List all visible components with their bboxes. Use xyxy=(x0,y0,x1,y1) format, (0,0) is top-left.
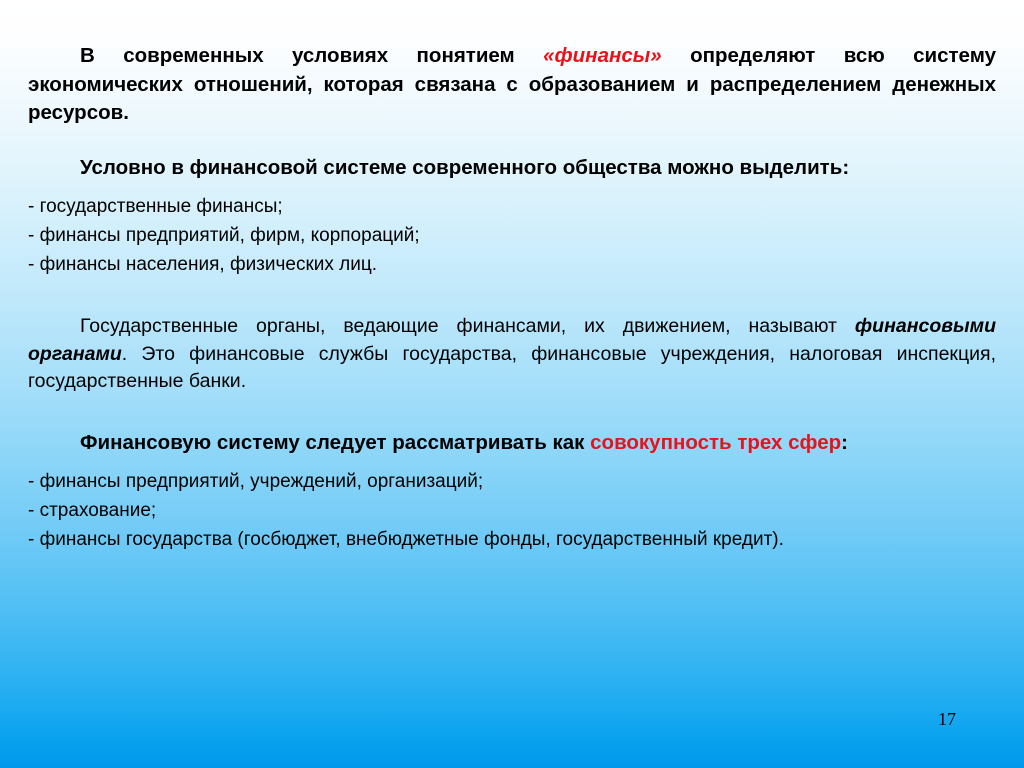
paragraph-state-bodies xyxy=(28,313,996,395)
text-three-spheres-tail: : xyxy=(841,431,848,455)
text-finance-term-highlight: «финансы» xyxy=(543,44,662,67)
list-item: - финансы предприятий, учреждений, организаций; xyxy=(28,470,484,492)
text-three-spheres-lead: Финансовую систему следует рассматривать как xyxy=(80,431,591,455)
list-item: - финансы населения, физических лиц. xyxy=(28,253,378,275)
text-state-bodies-tail: . Это финансовые службы государства, финансовые учреждения, налоговая инспекция, государственные банки. xyxy=(28,342,996,392)
paragraph-finance-definition xyxy=(28,42,996,128)
list-financial-system-parts xyxy=(28,193,996,280)
spacer-3 xyxy=(28,279,996,313)
text-three-spheres-highlight: совокупность трех сфер xyxy=(590,431,842,455)
text-financial-bodies-emphasis: финансовыми органами xyxy=(28,315,996,365)
text-finance-definition-lead: В современных условиях понятием xyxy=(80,44,544,67)
paragraph-financial-system-intro xyxy=(28,154,996,183)
list-item: - финансы государства (госбюджет, внебюджетные фонды, государственный кредит). xyxy=(28,528,784,550)
page-number: 17 xyxy=(938,709,956,729)
slide-content xyxy=(28,42,996,555)
list-item: - страхование; xyxy=(28,499,157,521)
text-finance-definition-tail: определяют всю систему экономических отношений, которая связана с образованием и распределением денежных ресурсов. xyxy=(28,44,996,125)
spacer-4 xyxy=(28,395,996,429)
list-item: - финансы предприятий, фирм, корпораций; xyxy=(28,224,420,246)
spacer-2 xyxy=(28,183,996,193)
spacer-5 xyxy=(28,458,996,468)
paragraph-three-spheres xyxy=(28,429,996,458)
list-item: - государственные финансы; xyxy=(28,195,283,217)
list-three-spheres xyxy=(28,468,996,555)
text-financial-system-intro: Условно в финансовой системе современного общества можно выделить: xyxy=(80,156,850,180)
spacer-1 xyxy=(28,128,996,154)
text-state-bodies-lead: Государственные органы, ведающие финансами, их движением, называют xyxy=(80,315,855,338)
